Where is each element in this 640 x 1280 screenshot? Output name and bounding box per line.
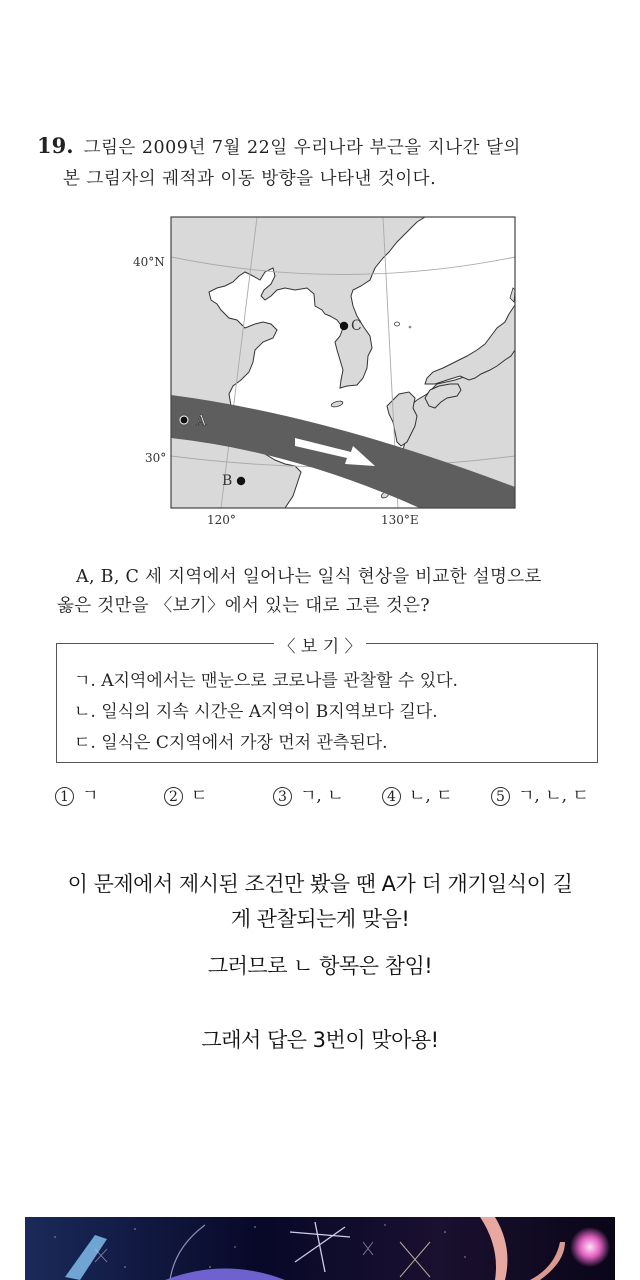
commentary-line-2: 게 관찰되는게 맞음! <box>230 907 410 931</box>
choice-5-text: ㄱ, ㄴ, ㄷ <box>518 786 589 806</box>
point-a-marker <box>180 416 188 424</box>
solar-eclipse-map <box>125 210 525 535</box>
choice-2[interactable] <box>164 781 207 806</box>
starry-image-art <box>25 1217 615 1280</box>
lon-label-120: 120° <box>207 513 236 527</box>
point-b-label: B <box>222 473 233 489</box>
choice-3[interactable] <box>273 781 344 806</box>
choice-3-number: 3 <box>273 787 292 806</box>
choice-1[interactable] <box>55 781 98 806</box>
lat-label-40n: 40°N <box>133 255 165 269</box>
prompt-line-1: A, B, C 세 지역에서 일어나는 일식 현상을 비교한 설명으로 <box>76 567 542 587</box>
prompt-line-2: 옳은 것만을 〈보기〉에서 있는 대로 고른 것은? <box>57 596 430 616</box>
choice-4-text: ㄴ, ㄷ <box>409 786 453 806</box>
point-b-marker <box>237 477 245 485</box>
bogi-title-text: 〈 보 기 〉 <box>274 637 365 657</box>
starry-image <box>25 1217 615 1280</box>
question-line-2: 본 그림자의 궤적과 이동 방향을 나타낸 것이다. <box>63 169 437 189</box>
choice-1-text: ㄱ <box>82 786 99 806</box>
question-number: 19. <box>37 133 74 158</box>
bogi-item-2: ㄴ. 일식의 지속 시간은 A지역이 B지역보다 길다. <box>74 702 438 722</box>
point-c-marker <box>340 322 348 330</box>
lat-label-30: 30° <box>145 451 167 465</box>
choice-2-number: 2 <box>164 787 183 806</box>
commentary-line-3: 그러므로 ㄴ 항목은 참임! <box>207 954 433 978</box>
commentary-line-4: 그래서 답은 3번이 맞아용! <box>201 1028 439 1052</box>
map-figure <box>125 210 525 535</box>
question-line-1 <box>37 133 521 159</box>
bogi-title <box>0 632 640 657</box>
commentary-line-1: 이 문제에서 제시된 조건만 봤을 땐 A가 더 개기일식이 길 <box>67 872 573 896</box>
question-text-1: 그림은 2009년 7월 22일 우리나라 부근을 지나간 달의 <box>83 138 521 158</box>
point-c-label: C <box>351 318 362 334</box>
bogi-item-1: ㄱ. A지역에서는 맨눈으로 코로나를 관찰할 수 있다. <box>74 671 458 691</box>
choice-5-number: 5 <box>491 787 510 806</box>
dokdo-island <box>409 326 412 329</box>
choice-4[interactable] <box>382 781 453 806</box>
ulleung-island <box>395 322 400 326</box>
bogi-item-3: ㄷ. 일식은 C지역에서 가장 먼저 관측된다. <box>74 733 388 753</box>
point-a-label: A <box>196 413 207 429</box>
lon-label-130e: 130°E <box>381 513 419 527</box>
choice-5[interactable] <box>491 781 589 806</box>
choice-3-text: ㄱ, ㄴ <box>300 786 344 806</box>
choice-2-text: ㄷ <box>191 786 208 806</box>
choice-1-number: 1 <box>55 787 74 806</box>
choice-4-number: 4 <box>382 787 401 806</box>
